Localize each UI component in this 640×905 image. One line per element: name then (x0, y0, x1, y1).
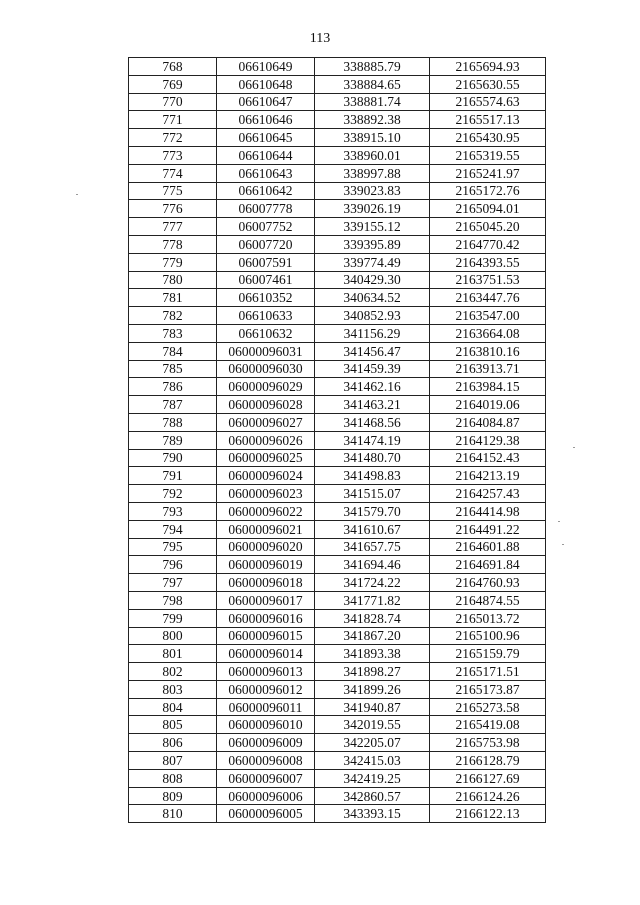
coordinate-x-cell: 339774.49 (315, 253, 430, 271)
coordinate-y-cell: 2165013.72 (430, 609, 546, 627)
point-code-cell: 06000096012 (217, 680, 315, 698)
coordinate-x-cell: 341828.74 (315, 609, 430, 627)
table-row (129, 591, 546, 609)
coordinate-y-cell: 2163913.71 (430, 360, 546, 378)
coordinate-x-cell: 341462.16 (315, 378, 430, 396)
coordinate-x-cell: 340634.52 (315, 289, 430, 307)
row-number-cell: 806 (129, 734, 217, 752)
row-number-cell: 805 (129, 716, 217, 734)
point-code-cell: 06000096023 (217, 485, 315, 503)
point-code-cell: 06000096013 (217, 663, 315, 681)
point-code-cell: 06000096014 (217, 645, 315, 663)
table-row (129, 396, 546, 414)
point-code-cell: 06000096007 (217, 769, 315, 787)
coordinate-x-cell: 338884.65 (315, 75, 430, 93)
table-row (129, 378, 546, 396)
coordinate-y-cell: 2163664.08 (430, 324, 546, 342)
row-number-cell: 775 (129, 182, 217, 200)
coordinate-x-cell: 341694.46 (315, 556, 430, 574)
coordinate-x-cell: 341579.70 (315, 502, 430, 520)
coordinate-y-cell: 2164019.06 (430, 396, 546, 414)
coordinate-y-cell: 2164084.87 (430, 413, 546, 431)
coordinate-y-cell: 2165159.79 (430, 645, 546, 663)
row-number-cell: 796 (129, 556, 217, 574)
coordinate-x-cell: 339023.83 (315, 182, 430, 200)
table-row (129, 716, 546, 734)
row-number-cell: 774 (129, 164, 217, 182)
row-number-cell: 799 (129, 609, 217, 627)
coordinate-x-cell: 338885.79 (315, 58, 430, 76)
row-number-cell: 768 (129, 58, 217, 76)
coordinate-x-cell: 341515.07 (315, 485, 430, 503)
point-code-cell: 06007778 (217, 200, 315, 218)
point-code-cell: 06000096006 (217, 787, 315, 805)
point-code-cell: 06000096019 (217, 556, 315, 574)
coordinate-y-cell: 2164691.84 (430, 556, 546, 574)
row-number-cell: 782 (129, 307, 217, 325)
table-row (129, 129, 546, 147)
row-number-cell: 797 (129, 574, 217, 592)
coordinate-y-cell: 2166124.26 (430, 787, 546, 805)
point-code-cell: 06000096010 (217, 716, 315, 734)
row-number-cell: 804 (129, 698, 217, 716)
point-code-cell: 06007591 (217, 253, 315, 271)
coordinate-y-cell: 2164491.22 (430, 520, 546, 538)
coordinate-x-cell: 341463.21 (315, 396, 430, 414)
coordinate-y-cell: 2165694.93 (430, 58, 546, 76)
coordinate-y-cell: 2163447.76 (430, 289, 546, 307)
row-number-cell: 801 (129, 645, 217, 663)
table-row (129, 752, 546, 770)
row-number-cell: 769 (129, 75, 217, 93)
table-row (129, 324, 546, 342)
table-row (129, 645, 546, 663)
table-row (129, 182, 546, 200)
page-number: 113 (309, 31, 331, 46)
coordinate-x-cell: 341468.56 (315, 413, 430, 431)
row-number-cell: 786 (129, 378, 217, 396)
coordinate-x-cell: 341480.70 (315, 449, 430, 467)
table-row (129, 769, 546, 787)
coordinate-y-cell: 2163751.53 (430, 271, 546, 289)
row-number-cell: 778 (129, 235, 217, 253)
row-number-cell: 777 (129, 218, 217, 236)
coordinate-x-cell: 342860.57 (315, 787, 430, 805)
row-number-cell: 784 (129, 342, 217, 360)
point-code-cell: 06610644 (217, 146, 315, 164)
table-row (129, 449, 546, 467)
table-row (129, 200, 546, 218)
coordinate-x-cell: 338892.38 (315, 111, 430, 129)
table-row (129, 627, 546, 645)
point-code-cell: 06000096025 (217, 449, 315, 467)
point-code-cell: 06000096020 (217, 538, 315, 556)
coordinate-x-cell: 339395.89 (315, 235, 430, 253)
coordinate-y-cell: 2165172.76 (430, 182, 546, 200)
coordinate-y-cell: 2164874.55 (430, 591, 546, 609)
coordinate-x-cell: 342019.55 (315, 716, 430, 734)
table-row (129, 235, 546, 253)
table-row (129, 787, 546, 805)
coordinate-x-cell: 341899.26 (315, 680, 430, 698)
row-number-cell: 789 (129, 431, 217, 449)
coordinate-x-cell: 341459.39 (315, 360, 430, 378)
coordinate-y-cell: 2166128.79 (430, 752, 546, 770)
row-number-cell: 803 (129, 680, 217, 698)
table-row (129, 663, 546, 681)
coordinate-y-cell: 2166127.69 (430, 769, 546, 787)
table-body (129, 58, 546, 823)
coordinate-x-cell: 341610.67 (315, 520, 430, 538)
coordinate-x-cell: 341498.83 (315, 467, 430, 485)
table-row (129, 413, 546, 431)
coordinate-y-cell: 2165419.08 (430, 716, 546, 734)
coordinate-x-cell: 341724.22 (315, 574, 430, 592)
table-row (129, 698, 546, 716)
point-code-cell: 06610645 (217, 129, 315, 147)
row-number-cell: 781 (129, 289, 217, 307)
point-code-cell: 06000096016 (217, 609, 315, 627)
point-code-cell: 06610633 (217, 307, 315, 325)
coordinate-y-cell: 2165630.55 (430, 75, 546, 93)
row-number-cell: 793 (129, 502, 217, 520)
coordinate-x-cell: 342205.07 (315, 734, 430, 752)
table-row (129, 307, 546, 325)
point-code-cell: 06007752 (217, 218, 315, 236)
row-number-cell: 790 (129, 449, 217, 467)
coordinate-x-cell: 338997.88 (315, 164, 430, 182)
coordinate-y-cell: 2166122.13 (430, 805, 546, 823)
coordinate-x-cell: 341898.27 (315, 663, 430, 681)
point-code-cell: 06007720 (217, 235, 315, 253)
row-number-cell: 771 (129, 111, 217, 129)
scan-mark (558, 521, 560, 522)
row-number-cell: 802 (129, 663, 217, 681)
table-row (129, 75, 546, 93)
point-code-cell: 06000096021 (217, 520, 315, 538)
table-row (129, 218, 546, 236)
row-number-cell: 783 (129, 324, 217, 342)
coordinate-x-cell: 338960.01 (315, 146, 430, 164)
row-number-cell: 785 (129, 360, 217, 378)
table-row (129, 680, 546, 698)
row-number-cell: 807 (129, 752, 217, 770)
table-row (129, 164, 546, 182)
coordinate-y-cell: 2165753.98 (430, 734, 546, 752)
point-code-cell: 06610642 (217, 182, 315, 200)
row-number-cell: 773 (129, 146, 217, 164)
coordinate-y-cell: 2165100.96 (430, 627, 546, 645)
row-number-cell: 798 (129, 591, 217, 609)
scan-mark (76, 194, 78, 195)
coordinate-y-cell: 2163547.00 (430, 307, 546, 325)
coordinate-y-cell: 2165173.87 (430, 680, 546, 698)
row-number-cell: 809 (129, 787, 217, 805)
table-row (129, 111, 546, 129)
row-number-cell: 794 (129, 520, 217, 538)
coordinate-y-cell: 2165517.13 (430, 111, 546, 129)
coordinate-y-cell: 2164213.19 (430, 467, 546, 485)
row-number-cell: 788 (129, 413, 217, 431)
row-number-cell: 772 (129, 129, 217, 147)
coordinate-table (128, 57, 546, 823)
point-code-cell: 06000096008 (217, 752, 315, 770)
point-code-cell: 06610648 (217, 75, 315, 93)
point-code-cell: 06000096024 (217, 467, 315, 485)
table-row (129, 271, 546, 289)
coordinate-y-cell: 2164601.88 (430, 538, 546, 556)
coordinate-x-cell: 338881.74 (315, 93, 430, 111)
point-code-cell: 06610643 (217, 164, 315, 182)
table-row (129, 360, 546, 378)
row-number-cell: 770 (129, 93, 217, 111)
table-row (129, 538, 546, 556)
coordinate-y-cell: 2163984.15 (430, 378, 546, 396)
point-code-cell: 06610649 (217, 58, 315, 76)
coordinate-y-cell: 2164770.42 (430, 235, 546, 253)
coordinate-x-cell: 341474.19 (315, 431, 430, 449)
coordinate-y-cell: 2164129.38 (430, 431, 546, 449)
coordinate-x-cell: 341771.82 (315, 591, 430, 609)
row-number-cell: 780 (129, 271, 217, 289)
coordinate-x-cell: 339155.12 (315, 218, 430, 236)
coordinate-y-cell: 2165574.63 (430, 93, 546, 111)
point-code-cell: 06610352 (217, 289, 315, 307)
coordinate-x-cell: 342419.25 (315, 769, 430, 787)
row-number-cell: 808 (129, 769, 217, 787)
coordinate-x-cell: 341156.29 (315, 324, 430, 342)
coordinate-x-cell: 340852.93 (315, 307, 430, 325)
table-row (129, 431, 546, 449)
coordinate-y-cell: 2164393.55 (430, 253, 546, 271)
coordinate-x-cell: 341456.47 (315, 342, 430, 360)
point-code-cell: 06610646 (217, 111, 315, 129)
coordinate-x-cell: 341867.20 (315, 627, 430, 645)
row-number-cell: 800 (129, 627, 217, 645)
coordinate-x-cell: 340429.30 (315, 271, 430, 289)
row-number-cell: 776 (129, 200, 217, 218)
coordinate-y-cell: 2164257.43 (430, 485, 546, 503)
table-row (129, 342, 546, 360)
table-row (129, 520, 546, 538)
coordinate-x-cell: 342415.03 (315, 752, 430, 770)
table-row (129, 146, 546, 164)
coordinate-y-cell: 2165094.01 (430, 200, 546, 218)
coordinate-y-cell: 2163810.16 (430, 342, 546, 360)
point-code-cell: 06000096018 (217, 574, 315, 592)
coordinate-y-cell: 2165319.55 (430, 146, 546, 164)
coordinate-x-cell: 343393.15 (315, 805, 430, 823)
table-row (129, 805, 546, 823)
coordinate-y-cell: 2164152.43 (430, 449, 546, 467)
point-code-cell: 06000096009 (217, 734, 315, 752)
table-row (129, 93, 546, 111)
point-code-cell: 06000096027 (217, 413, 315, 431)
coordinate-y-cell: 2164414.98 (430, 502, 546, 520)
row-number-cell: 779 (129, 253, 217, 271)
scan-mark (573, 447, 575, 448)
table-row (129, 502, 546, 520)
row-number-cell: 787 (129, 396, 217, 414)
coordinate-x-cell: 341940.87 (315, 698, 430, 716)
table-row (129, 574, 546, 592)
point-code-cell: 06000096011 (217, 698, 315, 716)
coordinate-x-cell: 341893.38 (315, 645, 430, 663)
coordinate-y-cell: 2165241.97 (430, 164, 546, 182)
coordinate-y-cell: 2165273.58 (430, 698, 546, 716)
point-code-cell: 06007461 (217, 271, 315, 289)
point-code-cell: 06000096022 (217, 502, 315, 520)
table-row (129, 734, 546, 752)
point-code-cell: 06000096031 (217, 342, 315, 360)
coordinate-y-cell: 2165045.20 (430, 218, 546, 236)
row-number-cell: 791 (129, 467, 217, 485)
coordinate-x-cell: 341657.75 (315, 538, 430, 556)
row-number-cell: 792 (129, 485, 217, 503)
coordinate-x-cell: 339026.19 (315, 200, 430, 218)
point-code-cell: 06000096005 (217, 805, 315, 823)
table-row (129, 289, 546, 307)
row-number-cell: 810 (129, 805, 217, 823)
table-row (129, 253, 546, 271)
table-row (129, 485, 546, 503)
point-code-cell: 06610632 (217, 324, 315, 342)
point-code-cell: 06000096026 (217, 431, 315, 449)
table-row (129, 556, 546, 574)
coordinate-y-cell: 2164760.93 (430, 574, 546, 592)
point-code-cell: 06000096030 (217, 360, 315, 378)
point-code-cell: 06000096029 (217, 378, 315, 396)
table-row (129, 609, 546, 627)
point-code-cell: 06000096028 (217, 396, 315, 414)
point-code-cell: 06000096017 (217, 591, 315, 609)
table-row (129, 58, 546, 76)
row-number-cell: 795 (129, 538, 217, 556)
coordinate-y-cell: 2165171.51 (430, 663, 546, 681)
table-row (129, 467, 546, 485)
point-code-cell: 06610647 (217, 93, 315, 111)
coordinate-y-cell: 2165430.95 (430, 129, 546, 147)
scan-mark (562, 544, 564, 545)
coordinate-x-cell: 338915.10 (315, 129, 430, 147)
point-code-cell: 06000096015 (217, 627, 315, 645)
